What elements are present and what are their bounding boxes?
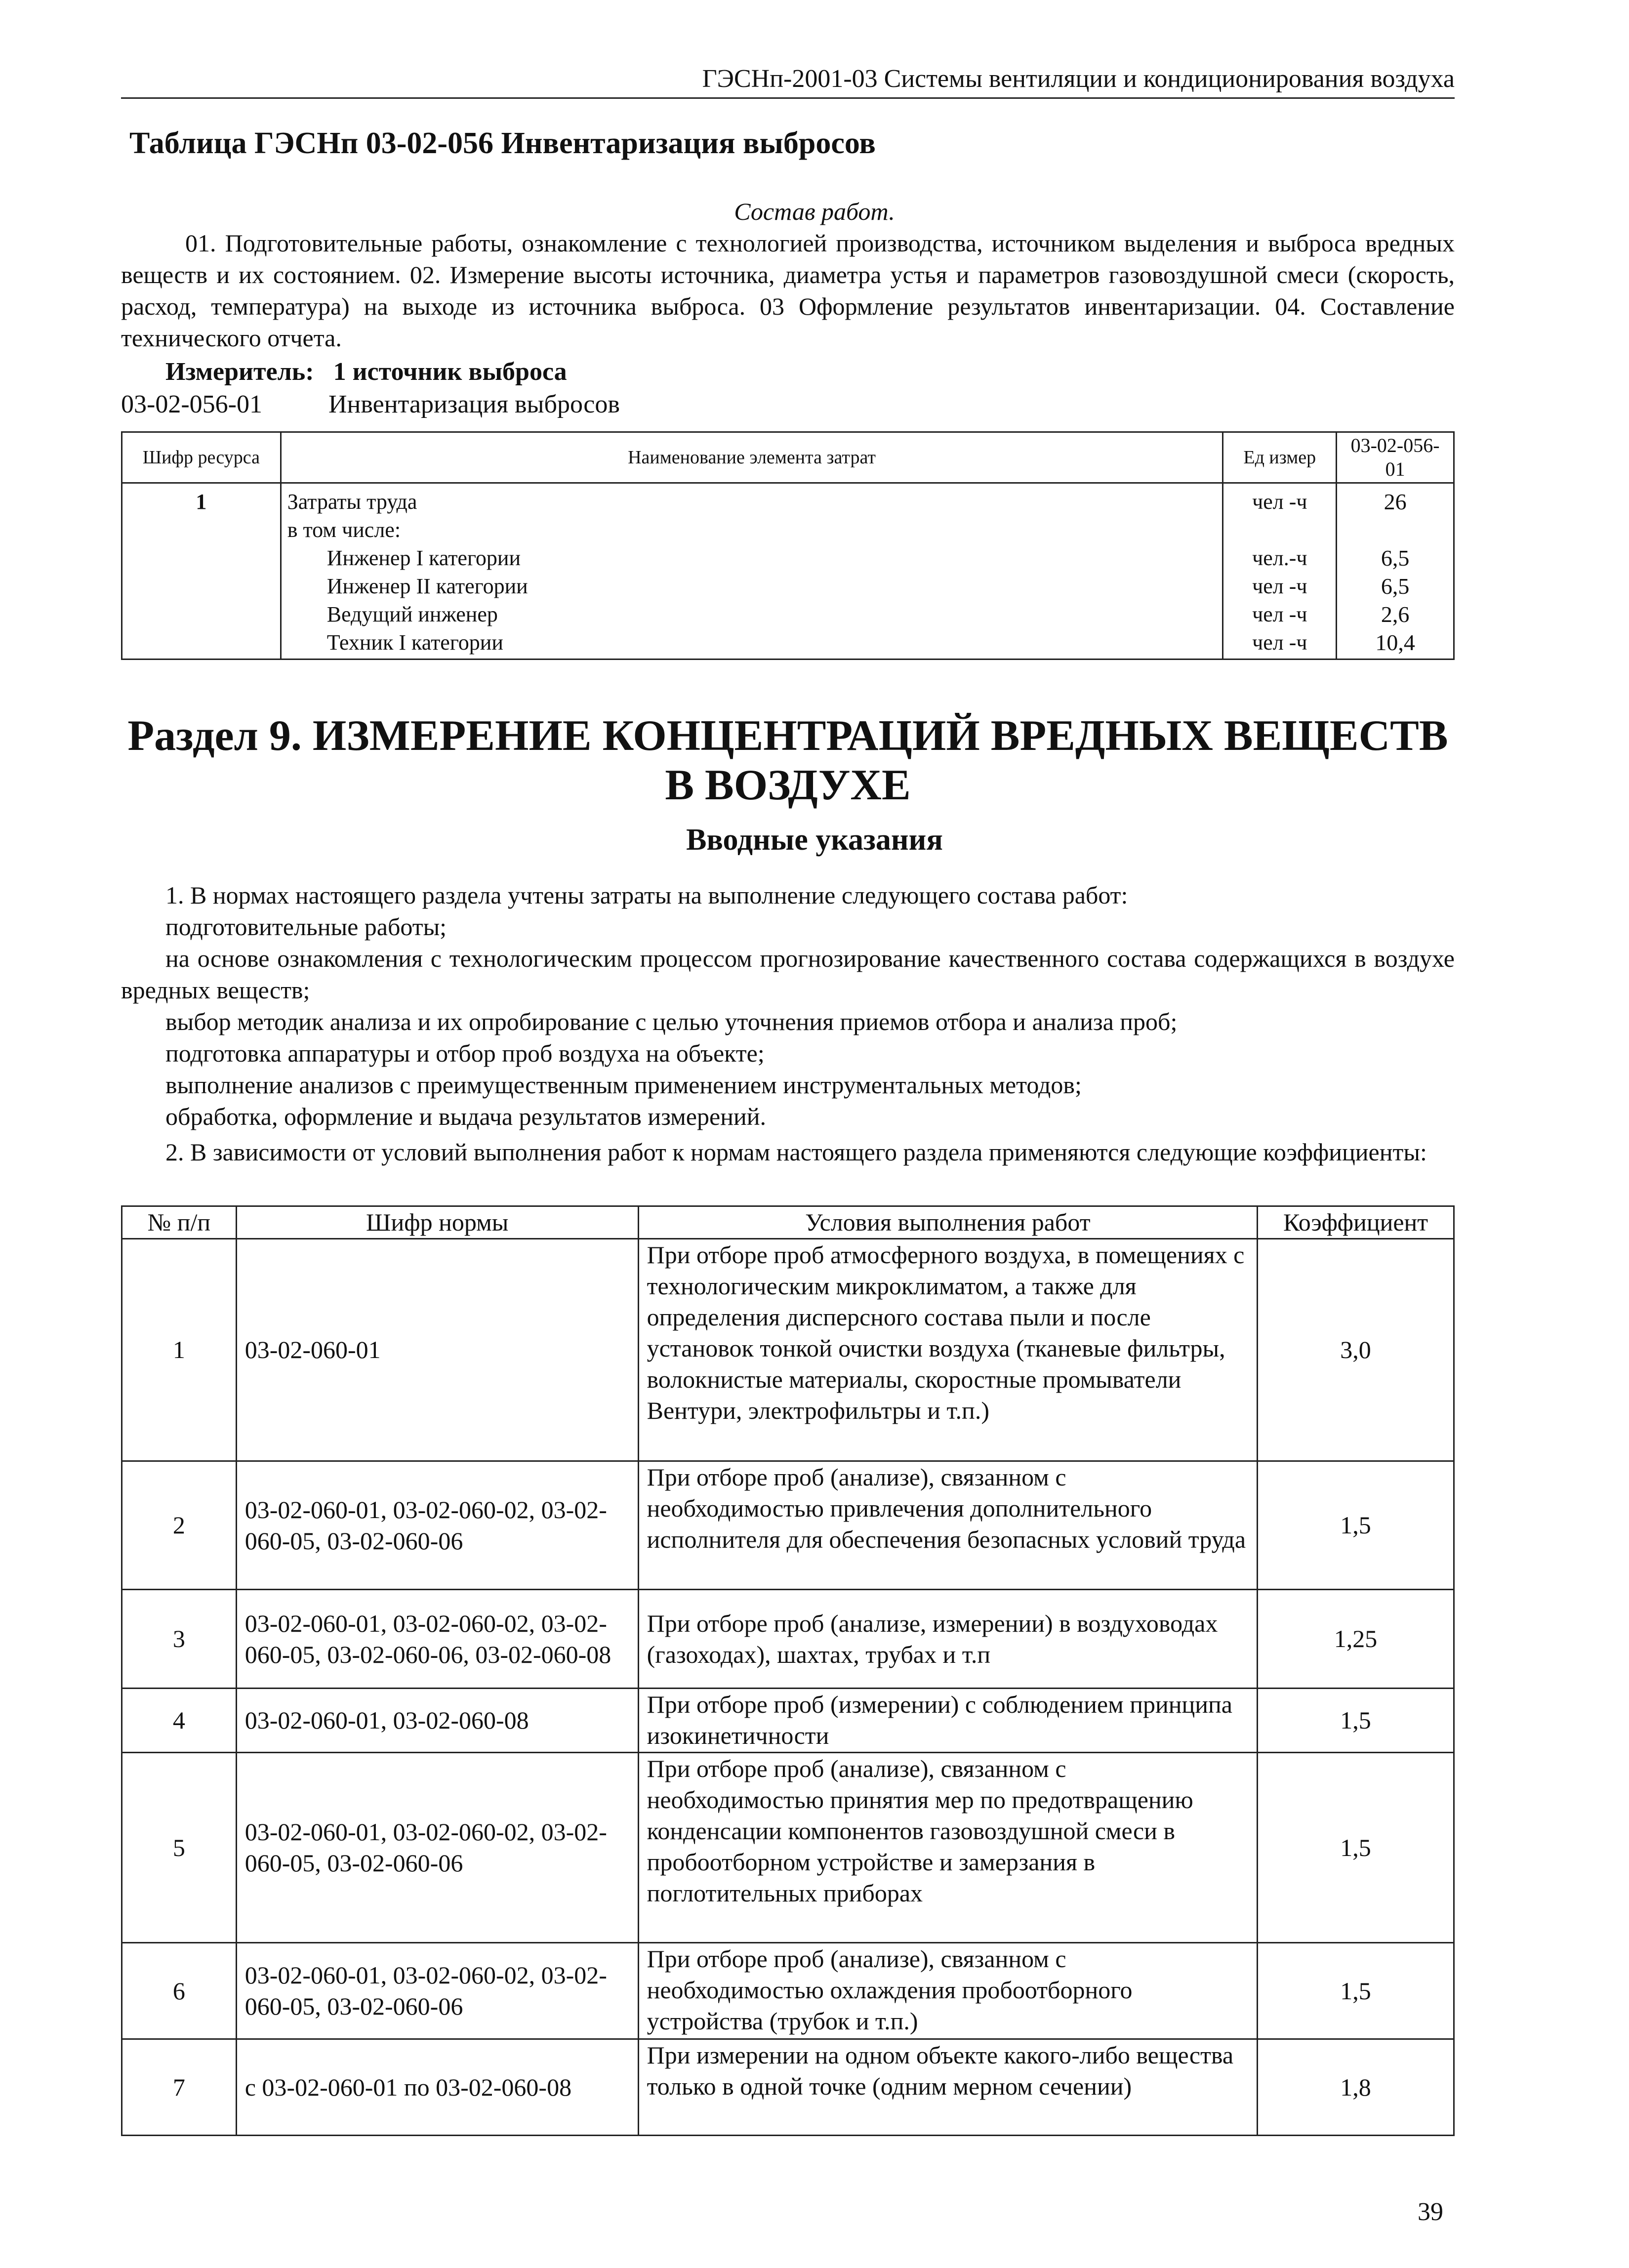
measurer: Измеритель: 1 источник выброса xyxy=(165,358,567,386)
row-coefficient: 1,5 xyxy=(1258,1943,1454,2039)
row-coefficient: 1,8 xyxy=(1258,2039,1454,2136)
item-name: в том числе: xyxy=(287,518,401,542)
resource-table-body xyxy=(122,483,1454,660)
item-name: Инженер I категории xyxy=(326,546,521,570)
norm-code: 03-02-056-01 xyxy=(121,390,262,418)
paragraph: подготовительные работы; xyxy=(165,913,447,941)
row-code: 03-02-060-01, 03-02-060-02, 03-02-060-05, 03-02-060-06, 03-02-060-08 xyxy=(236,1590,638,1689)
row-number: 7 xyxy=(122,2039,237,2136)
row-number: 1 xyxy=(122,1239,237,1461)
page-number: 39 xyxy=(1418,2198,1443,2226)
row-number: 2 xyxy=(122,1461,237,1590)
item-value: 26 xyxy=(1384,489,1407,514)
element-names xyxy=(281,483,1223,660)
resource-table xyxy=(121,431,1455,660)
item-unit xyxy=(1229,516,1330,544)
work-composition-text: 01. Подготовительные работы, ознакомление с технологией производства, источником выделения и выброса вредных веществ и их состоянием. 02. Измерение высоты источника, диаметра устья и параметров газовоздушной смеси (скорость, расход, температура) на выходе из источника выброса. 03 Оформление результатов инвентаризации. 04. Составление технического отчета. xyxy=(121,229,1455,352)
table-row xyxy=(122,2039,1454,2136)
row-coefficient: 1,5 xyxy=(1258,1461,1454,1590)
item-unit: чел -ч xyxy=(1252,630,1307,655)
row-conditions: При отборе проб (анализе), связанном с необходимостью охлаждения пробоотборного устройства (трубок и т.п.) xyxy=(638,1943,1258,2039)
item-name: Затраты труда xyxy=(287,490,417,514)
item-value: 6,5 xyxy=(1381,574,1410,599)
row-code: 03-02-060-01, 03-02-060-02, 03-02-060-05, 03-02-060-06 xyxy=(236,1461,638,1590)
item-name: Инженер II категории xyxy=(326,574,528,598)
paragraph: обработка, оформление и выдача результатов измерений. xyxy=(165,1103,766,1130)
row-conditions: При измерении на одном объекте какого-либо вещества только в одной точке (одним мерном сечении) xyxy=(638,2039,1258,2136)
row-code: 03-02-060-01 xyxy=(236,1239,638,1461)
col-conditions: Условия выполнения работ xyxy=(638,1206,1258,1239)
paragraph: выбор методик анализа и их опробирование с целью уточнения приемов отбора и анализа проб; xyxy=(165,1008,1178,1035)
table-row xyxy=(122,1239,1454,1461)
item-value xyxy=(1343,516,1447,544)
coefficient-table xyxy=(121,1205,1455,2136)
item-unit: чел -ч xyxy=(1252,602,1307,626)
item-value: 10,4 xyxy=(1375,630,1415,655)
resource-table-header xyxy=(122,432,1454,483)
row-code: с 03-02-060-01 по 03-02-060-08 xyxy=(236,2039,638,2136)
row-code: 03-02-060-01, 03-02-060-02, 03-02-060-05, 03-02-060-06 xyxy=(236,1753,638,1943)
paragraph: подготовка аппаратуры и отбор проб воздуха на объекте; xyxy=(165,1039,765,1067)
running-header: ГЭСНп-2001-03 Системы вентиляции и кондиционирования воздуха xyxy=(121,62,1455,99)
col-norm-code: Шифр нормы xyxy=(236,1206,638,1239)
col-unit: Ед измер xyxy=(1223,432,1337,483)
col-coefficient: Коэффициент xyxy=(1258,1206,1454,1239)
row-number: 6 xyxy=(122,1943,237,2039)
row-coefficient: 1,5 xyxy=(1258,1689,1454,1753)
row-coefficient: 3,0 xyxy=(1258,1239,1454,1461)
row-conditions: При отборе проб атмосферного воздуха, в помещениях с технологическим микроклиматом, а также для определения дисперсного состава пыли и после установок тонкой очистки воздуха (тканевые фильтры, волокнистые материалы, скоростные промыватели Вентури, электрофильтры и т.п.) xyxy=(638,1239,1258,1461)
item-value: 2,6 xyxy=(1381,602,1410,627)
table-title: Таблица ГЭСНп 03-02-056 Инвентаризация выбросов xyxy=(129,126,876,160)
norm-name: Инвентаризация выбросов xyxy=(328,390,620,418)
row-conditions: При отборе проб (анализе, измерении) в воздуховодах (газоходах), шахтах, трубах и т.п xyxy=(638,1590,1258,1689)
col-resource-code: Шифр ресурса xyxy=(122,432,281,483)
item-name: Техник I категории xyxy=(326,630,503,655)
item-value: 6,5 xyxy=(1381,545,1410,571)
norm-code-row xyxy=(121,388,620,421)
row-number: 4 xyxy=(122,1689,237,1753)
paragraph: 2. В зависимости от условий выполнения работ к нормам настоящего раздела применяются следующие коэффициенты: xyxy=(165,1138,1427,1166)
section-title: Раздел 9. ИЗМЕРЕНИЕ КОНЦЕНТРАЦИЙ ВРЕДНЫХ ВЕЩЕСТВ В ВОЗДУХЕ xyxy=(127,712,1448,809)
item-unit: чел -ч xyxy=(1252,574,1307,598)
row-conditions: При отборе проб (анализе), связанном с необходимостью принятия мер по предотвращению конденсации компонентов газовоздушной смеси в пробоотборном устройстве и замерзания в поглотительных приборах xyxy=(638,1753,1258,1943)
row-code: 03-02-060-01, 03-02-060-08 xyxy=(236,1689,638,1753)
paragraph: на основе ознакомления с технологическим процессом прогнозирование качественного состава содержащихся в воздухе вредных веществ; xyxy=(121,945,1455,1004)
resource-code: 1 xyxy=(122,483,281,660)
table-row xyxy=(122,1943,1454,2039)
item-unit: чел.-ч xyxy=(1252,546,1307,570)
table-row xyxy=(122,1590,1454,1689)
intro-heading: Вводные указания xyxy=(686,823,943,857)
row-coefficient: 1,5 xyxy=(1258,1753,1454,1943)
row-coefficient: 1,25 xyxy=(1258,1590,1454,1689)
item-name: Ведущий инженер xyxy=(326,602,498,626)
row-conditions: При отборе проб (анализе), связанном с необходимостью привлечения дополнительного исполнителя для обеспечения безопасных условий труда xyxy=(638,1461,1258,1590)
work-composition-heading: Состав работ. xyxy=(734,198,895,225)
row-code: 03-02-060-01, 03-02-060-02, 03-02-060-05, 03-02-060-06 xyxy=(236,1943,638,2039)
table-row xyxy=(122,1753,1454,1943)
col-number: № п/п xyxy=(122,1206,237,1239)
table-row xyxy=(122,1689,1454,1753)
item-unit: чел -ч xyxy=(1252,490,1307,514)
col-element-name: Наименование элемента затрат xyxy=(281,432,1223,483)
element-values xyxy=(1337,483,1454,660)
table-row xyxy=(122,1461,1454,1590)
row-conditions: При отборе проб (измерении) с соблюдением принципа изокинетичности xyxy=(638,1689,1258,1753)
row-number: 3 xyxy=(122,1590,237,1689)
coefficient-table-header xyxy=(122,1206,1454,1239)
paragraph: 1. В нормах настоящего раздела учтены затраты на выполнение следующего состава работ: xyxy=(165,881,1128,909)
col-norm-value: 03-02-056-01 xyxy=(1337,432,1454,483)
paragraph: выполнение анализов с преимущественным применением инструментальных методов; xyxy=(165,1071,1082,1099)
element-units xyxy=(1223,483,1337,660)
row-number: 5 xyxy=(122,1753,237,1943)
